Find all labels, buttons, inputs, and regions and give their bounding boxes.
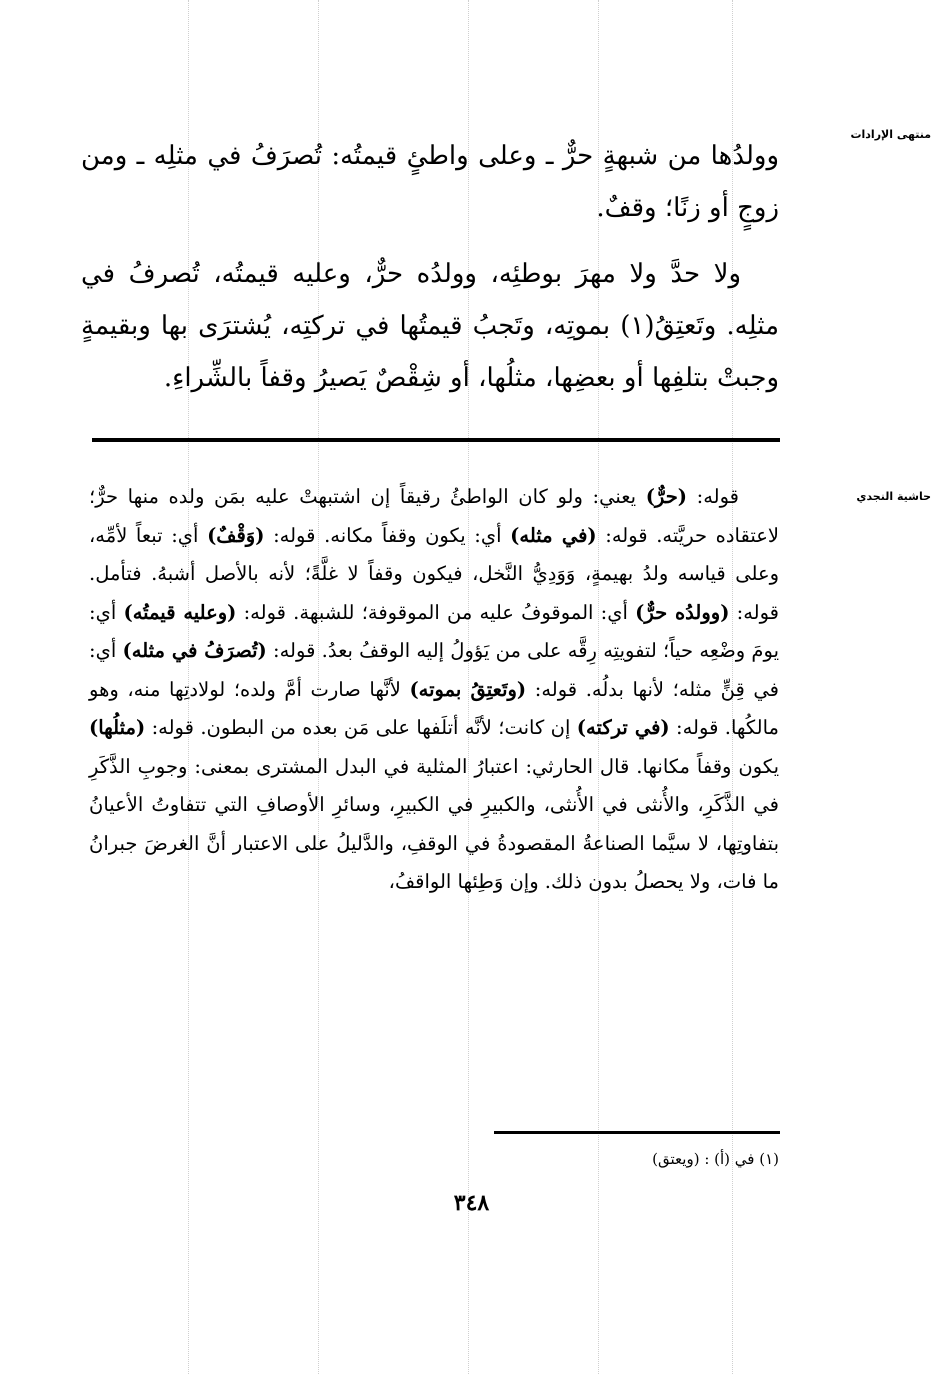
commentary-run: أي: في قِنٍّ مثله؛ لأنها بدلُه. قوله: xyxy=(89,639,780,701)
commentary-paragraph xyxy=(89,478,779,902)
commentary-run: قوله: xyxy=(686,485,739,508)
margin-label-commentary: حاشية النجدي xyxy=(856,490,931,503)
commentary-run: يعني: ولو كان الواطئُ رقيقاً إن اشتبهتْ عليه بمَن ولده منها حرٌّ؛ لاعتقاده حريَّته. قوله: xyxy=(89,485,779,547)
commentary-text xyxy=(89,478,779,902)
commentary-run: أي: الموقوفُ عليه من الموقوفة؛ للشبهة. قوله: xyxy=(236,600,636,624)
commentary-run: لأنَّها صارت أمَّ ولده؛ لولادتِها منه، وهو مالكُها. قوله: xyxy=(89,677,780,739)
commentary-run: يكون وقفاً مكانها. قال الحارثي: اعتبارُ المثلية في البدل المشترى بمعنى: وجوبِ الذَّكَرِ في الذَّكَرِ، والأُنثى في الأُنثى، والكبيرِ في الكبيرِ، وسائرِ الأوصافِ التي تتفاوتُ الأعيانُ بتفاوتِها، لا سيَّما الصناعةُ المقصودةُ في الوقفِ، والدَّليلُ على الاعتبار أنَّ الغرضَ جبرانُ ما فات، ولا يحصلُ بدون ذلك. وإن وَطِئها الواقفُ، xyxy=(89,754,779,893)
commentary-run: أي: يكون وقفاً مكانه. قوله: xyxy=(264,523,511,547)
main-paragraph: ولا حدَّ ولا مهرَ بوطئِه، وولدُه حرٌّ، وعليه قيمتُه، تُصرفُ في مثلِه. وتَعتِقُ(١) بموتِه، وتَجبُ قيمتُها في تركتِه، يُشترَى بها وبقيمةٍ وجبتْ بتلفِها أو بعضِها، مثلُها، أو شِقْصٌ يَصيرُ وقفاً بالشِّراءِ. xyxy=(81,259,780,393)
quoted-phrase: (وولدُه حرٌّ) xyxy=(635,600,730,624)
quoted-phrase: (وتَعتِقُ بموته) xyxy=(409,677,527,701)
quoted-phrase: (تُصرَفُ في مثله) xyxy=(122,639,267,662)
quoted-phrase: (في تركته) xyxy=(576,716,670,739)
commentary-run: أي: تبعاً لأمِّه، وعلى قياسه ولدُ بهيمةٍ، وَوَدِيُّ النَّخل، فيكون وقفاً لا غلَّةً؛ لأنه بالأصل أشبهُ. فتأمل. قوله: xyxy=(89,523,779,624)
main-text xyxy=(81,130,779,404)
quoted-phrase: (حرٌّ) xyxy=(645,485,687,508)
section-separator xyxy=(92,438,780,442)
commentary-run: أي: يومَ وضْعِه حياً؛ لتفويتِه رِقَّه على من يَؤولُ إليه الوقفُ بعدُ. قوله: xyxy=(89,600,779,662)
main-paragraph: وولدُها من شبهةٍ حرٌّ ـ وعلى واطئٍ قيمتُه: تُصرَفُ في مثلِه ـ ومن زوجٍ أو زنًا؛ وقفٌ. xyxy=(81,141,779,223)
footnote: (١) في (أ) : (ويعتق) xyxy=(652,1150,779,1168)
page-number: ٣٤٨ xyxy=(453,1190,490,1216)
quoted-phrase: (مثلُها) xyxy=(89,716,146,739)
quoted-phrase: (وعليه قيمتُه) xyxy=(123,600,237,624)
footnote-rule xyxy=(494,1131,780,1134)
quoted-phrase: (وَقْفٌ) xyxy=(207,523,265,547)
commentary-run: إن كانت؛ لأنَّه أتلَفها على مَن بعده من البطون. قوله: xyxy=(145,716,577,739)
margin-label-main: منتهى الإرادات xyxy=(850,128,931,141)
quoted-phrase: (في مثله) xyxy=(510,523,597,547)
